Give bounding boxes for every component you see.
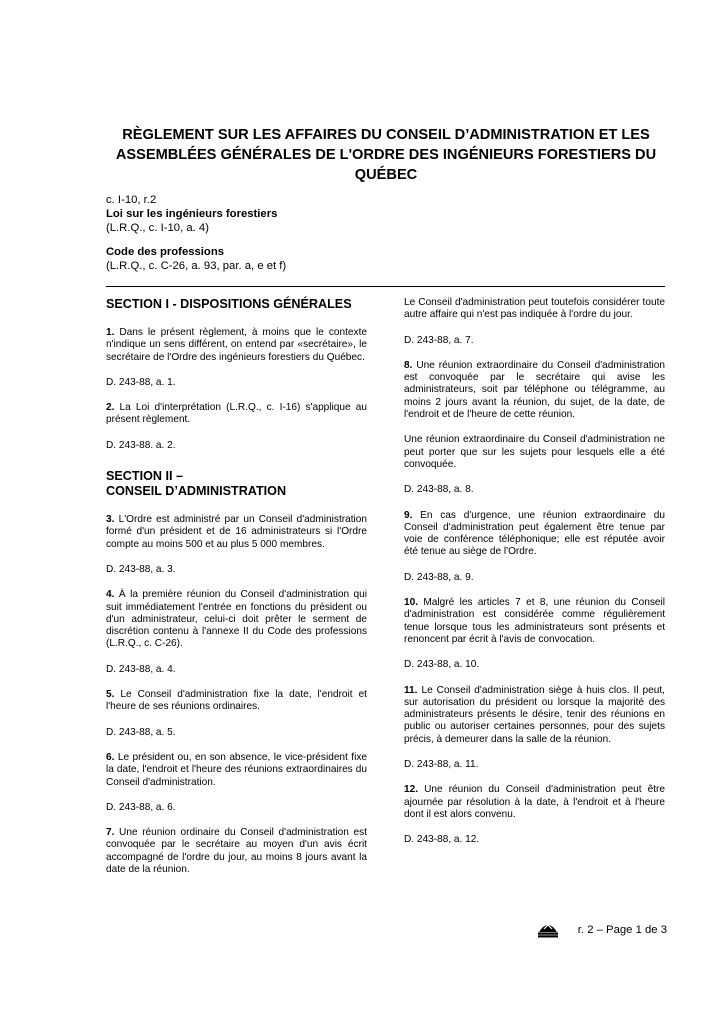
page-number: r. 2 – Page 1 de 3	[577, 924, 667, 936]
article-1-ref: D. 243-88, a. 1.	[106, 376, 176, 388]
article-1: 1. Dans le présent règlement, à moins que le contexte n'indique un sens différent, on entend par «secrétaire», le secrétaire de l'Ordre des ingénieurs forestiers du Québec.	[106, 327, 367, 363]
article-12: 12. Une réunion du Conseil d'administration peut être ajournée par résolution à la date, à l'endroit et à l'heure dont il est alors convenu.	[404, 784, 665, 820]
article-8-ref: D. 243-88, a. 8.	[404, 484, 474, 496]
article-11: 11. Le Conseil d'administration siège à huis clos. Il peut, sur autorisation du président ou lorsque la majorité des administrateurs présents le désire, tenir des réunions en public ou autoriser certaines personnes, pour des sujets précis, à demeurer dans la salle de la réunion.	[404, 684, 665, 745]
article-12-ref: D. 243-88, a. 12.	[404, 834, 480, 846]
regulation-meta	[106, 193, 666, 273]
article-3: 3. L'Ordre est administré par un Conseil d'administration formé d'un président et de 16 administrateurs si l'Ordre compte au moins 500 et au plus 5 000 membres.	[106, 514, 367, 550]
right-column	[404, 297, 665, 860]
article-11-ref: D. 243-88, a. 11.	[404, 759, 479, 771]
article-7: 7. Une réunion ordinaire du Conseil d'administration est convoquée par le secrétaire au moyen d'un avis écrit accompagné de l'ordre du jour, au moins 8 jours avant la date de la réunion.	[106, 827, 367, 876]
article-9-ref: D. 243-88, a. 9.	[404, 571, 474, 583]
article-7-continued: Le Conseil d'administration peut toutefois considérer toute autre affaire qui n'est pas indiquée à l'ordre du jour.	[404, 297, 665, 321]
law-name: Loi sur les ingénieurs forestiers	[106, 208, 278, 220]
header-divider	[106, 286, 665, 287]
article-5: 5. Le Conseil d'administration fixe la date, l'endroit et l'heure de ses réunions ordinaires.	[106, 689, 367, 713]
article-10-ref: D. 243-88, a. 10.	[404, 659, 480, 671]
article-4-ref: D. 243-88, a. 4.	[106, 663, 176, 675]
article-4: 4. À la première réunion du Conseil d'administration qui suit immédiatement l'entrée en fonctions du président ou d'un administrateur, celui-ci doit prêter le serment de discrétion contenu à l'annexe II du Code des professions (L.R.Q., c. C-26).	[106, 589, 367, 650]
quebec-government-logo-icon	[537, 920, 559, 938]
code-reference: (L.R.Q., c. C-26, a. 93, par. a, e et f)	[106, 260, 287, 272]
page-footer	[537, 920, 667, 940]
article-9: 9. En cas d'urgence, une réunion extraordinaire du Conseil d'administration peut également être tenue par voie de conférence téléphonique; elle est réputée avoir été tenue au siège de l'Ordre.	[404, 509, 665, 558]
section-2-heading: SECTION II – CONSEIL D’ADMINISTRATION	[106, 469, 287, 499]
article-8-continued: Une réunion extraordinaire du Conseil d'administration ne peut porter que sur les sujets pour lesquels elle a été convoquée.	[404, 434, 665, 470]
article-6-ref: D. 243-88, a. 6.	[106, 801, 176, 813]
article-2: 2. La Loi d'interprétation (L.R.Q., c. I-16) s'applique au présent règlement.	[106, 402, 367, 426]
law-reference: (L.R.Q., c. I-10, a. 4)	[106, 222, 209, 234]
article-7-ref: D. 243-88, a. 7.	[404, 334, 474, 346]
article-2-ref: D. 243-88. a. 2.	[106, 439, 176, 451]
regulation-code: c. I-10, r.2	[106, 194, 157, 206]
code-name: Code des professions	[106, 246, 225, 258]
document-title: RÈGLEMENT SUR LES AFFAIRES DU CONSEIL D’ADMINISTRATION ET LES ASSEMBLÉES GÉNÉRALES DE L'ORDRE DES INGÉNIEURS FORESTIERS DU QUÉBEC	[115, 127, 657, 183]
article-3-ref: D. 243-88, a. 3.	[106, 563, 176, 575]
article-8: 8. Une réunion extraordinaire du Conseil d'administration est convoquée par le secrétaire qui avise les administrateurs, soit par téléphone ou télégramme, au moins 2 jours avant la réunion, du sujet, de la date, de l'endroit et de l'heure de cette réunion.	[404, 359, 665, 421]
article-5-ref: D. 243-88, a. 5.	[106, 726, 176, 738]
article-10: 10. Malgré les articles 7 et 8, une réunion du Conseil d'administration est considérée comme régulièrement tenue lorsque tous les administrateurs sont présents et renoncent par écrit à l'avis de convocation.	[404, 597, 665, 645]
article-6: 6. Le président ou, en son absence, le vice-président fixe la date, l'endroit et l'heure des réunions extraordinaires du Conseil d'administration.	[106, 751, 367, 788]
left-column	[106, 297, 367, 889]
section-1-heading: SECTION I - DISPOSITIONS GÉNÉRALES	[106, 297, 352, 311]
